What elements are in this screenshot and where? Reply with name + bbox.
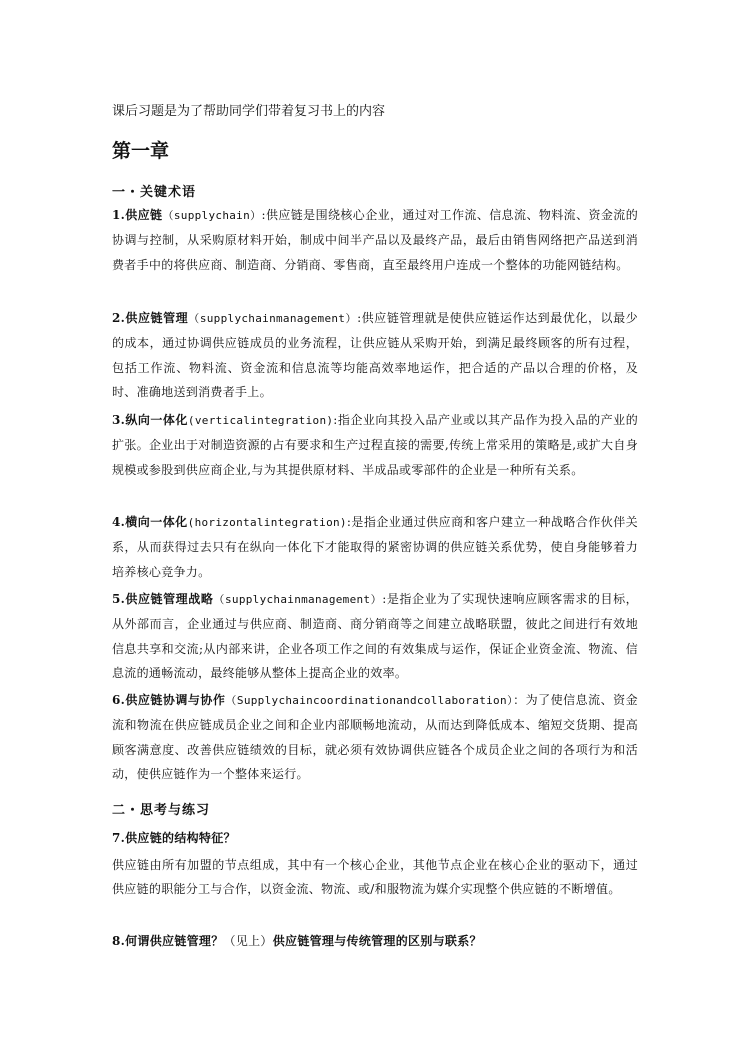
term-english: （supplychainmanagement） [188,312,358,325]
term-english: （Supplychaincoordinationandcollaboration） [225,694,514,707]
intro-line: 课后习题是为了帮助同学们带着复习书上的内容 [112,104,386,119]
question-text-part1: 8.何谓供应链管理？ [112,934,224,948]
question-8 [112,929,638,953]
term-label: 6.供应链协调与协作 [112,693,226,707]
term-label: 3.纵向一体化 [112,413,188,427]
section-heading-key-terms: 一・关键术语 [112,185,197,200]
question-note: （见上） [223,934,273,948]
term-paragraph-3 [112,408,638,482]
term-label: 4.横向一体化 [112,515,188,529]
term-paragraph-2 [112,306,638,405]
term-paragraph-5 [112,587,638,686]
term-label: 5.供应链管理战略 [112,592,214,606]
term-english: （supplychainmanagement） [213,593,383,606]
term-definition: :供应链是围绕核心企业，通过对工作流、信息流、物料流、资金流的协调与控制，从采购原材料开始，制成中间半产品以及最终产品，最后由销售网络把产品送到消费者手中的将供应商、制造商、分销商、零售商，直至最终用户连成一个整体的功能网链结构。 [112,208,638,272]
term-definition: ：为了使信息流、资金流和物流在供应链成员企业之间和企业内部顺畅地流动，从而达到降低成本、缩短交货期、提高顾客满意度、改善供应链绩效的目标，就必须有效协调供应链各个成员企业之间的各项行为和活动，使供应链作为一个整体来运行。 [112,693,638,782]
answer-7: 供应链由所有加盟的节点组成，其中有一个核心企业，其他节点企业在核心企业的驱动下，通过供应链的职能分工与合作，以资金流、物流、或/和服物流为媒介实现整个供应链的不断增值。 [112,858,638,897]
question-7 [112,826,638,850]
term-english: (horizontalintegration) [187,516,347,529]
term-english: （supplychain） [162,209,262,222]
chapter-title: 第一章 [112,140,170,162]
term-definition: :是指企业通过供应商和客户建立一种战略合作伙伴关系，从而获得过去只有在纵向一体化下才能取得的紧密协调的供应链关系优势，使自身能够着力培养核心竞争力。 [112,515,638,579]
question-text-part2: 供应链管理与传统管理的区别与联系？ [272,934,482,948]
term-paragraph-6 [112,688,638,787]
term-definition: :是指企业为了实现快速响应顾客需求的目标，从外部而言，企业通过与供应商、制造商、商分销商等之间建立战略联盟，彼此之间进行有效地信息共享和交流;从内部来讲，企业各项工作之间的有效集成与运作，保证企业资金流、物流、信息流的通畅流动，最终能够从整体上提高企业的效率。 [112,592,638,681]
term-label: 2.供应链管理 [112,311,189,325]
question-text: 7.供应链的结构特征？ [112,831,236,845]
term-paragraph-4 [112,510,638,584]
term-label: 1.供应链 [112,208,163,222]
section-heading-exercises: 二・思考与练习 [112,803,211,818]
term-english: (verticalintegration) [187,414,334,427]
term-definition: :供应链管理就是使供应链运作达到最优化，以最少的成本，通过协调供应链成员的业务流程，让供应链从采购开始，到满足最终顾客的所有过程，包括工作流、物料流、资金流和信息流等均能高效率地运作，把合适的产品以合理的价格，及时、准确地送到消费者手上。 [112,311,638,400]
term-definition: :指企业向其投入品产业或以其产品作为投入品的产业的扩张。企业出于对制造资源的占有要求和生产过程直接的需要,传统上常采用的策略是,或扩大自身规模或参股到供应商企业,与为其提供原材料、半成品或零部件的企业是一种所有关系。 [112,413,638,477]
term-paragraph-1 [112,203,638,277]
